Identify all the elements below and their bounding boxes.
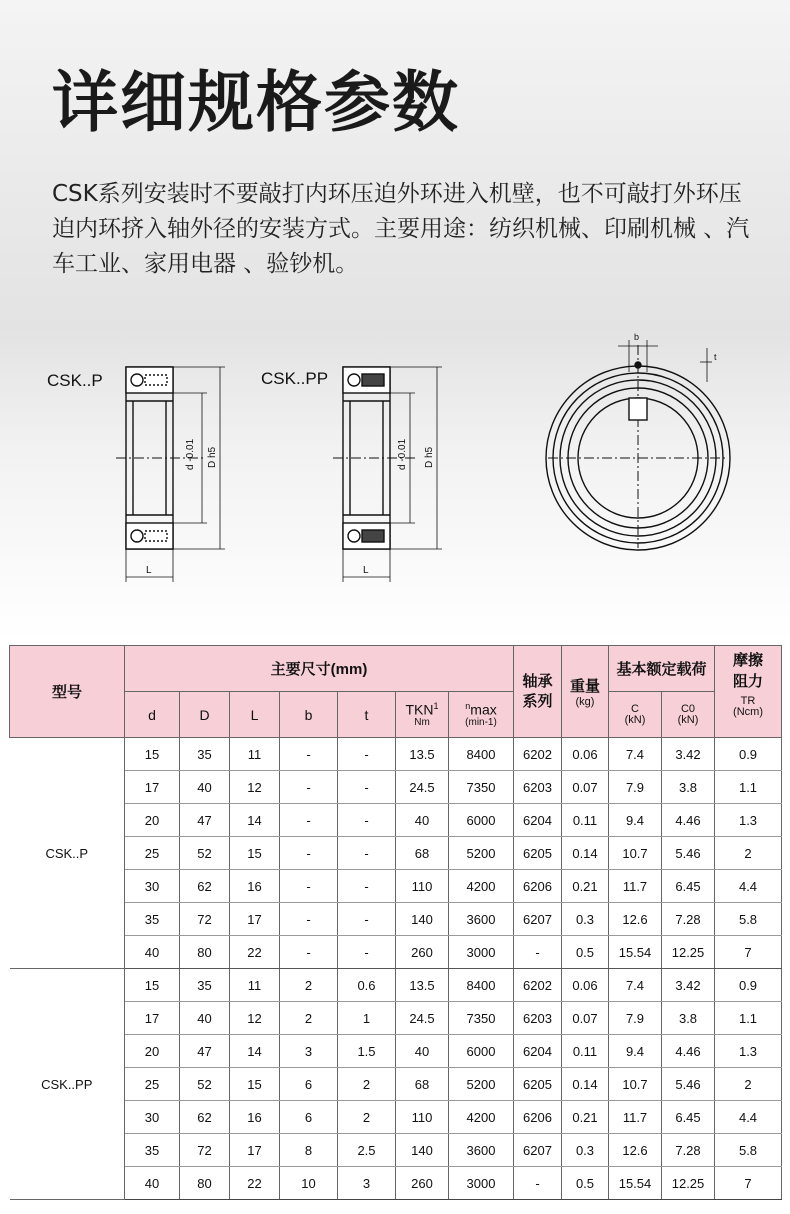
table-cell: 11 — [230, 738, 280, 771]
header-d: d — [125, 692, 180, 738]
table-cell: 5.8 — [715, 903, 782, 936]
table-cell: 6202 — [514, 969, 562, 1002]
pp-dim-L-label: L — [363, 565, 369, 576]
table-cell: 8 — [280, 1134, 338, 1167]
table-cell: 72 — [180, 903, 230, 936]
table-row — [10, 738, 782, 771]
table-cell: 4200 — [449, 1101, 514, 1134]
table-cell: 40 — [180, 1002, 230, 1035]
csk-p-drawing-label: CSK..P — [47, 371, 103, 390]
table-cell: 3.8 — [662, 771, 715, 804]
table-cell: 2 — [715, 837, 782, 870]
table-cell: 16 — [230, 870, 280, 903]
table-cell: 8400 — [449, 738, 514, 771]
front-dim-t-label: t — [714, 352, 717, 362]
table-cell: 9.4 — [609, 1035, 662, 1068]
table-cell: 0.5 — [562, 936, 609, 969]
table-cell: 0.9 — [715, 969, 782, 1002]
header-tkn-label: TKN — [405, 701, 434, 718]
table-cell: 3000 — [449, 1167, 514, 1200]
p-dim-D-label: D h5 — [207, 446, 218, 468]
table-cell: 1.3 — [715, 804, 782, 837]
table-cell: 40 — [396, 804, 449, 837]
table-row — [10, 1134, 782, 1167]
table-cell: 0.06 — [562, 969, 609, 1002]
table-cell: 4.46 — [662, 804, 715, 837]
header-friction-label: 摩擦阻力 — [733, 652, 764, 690]
header-tr-label: TR — [740, 695, 756, 707]
table-cell: 3.42 — [662, 738, 715, 771]
table-cell: 52 — [180, 837, 230, 870]
table-cell: 3 — [338, 1167, 396, 1200]
table-cell: 6206 — [514, 1101, 562, 1134]
header-t: t — [338, 692, 396, 738]
table-row — [10, 837, 782, 870]
p-dim-d-label: d -0.01 — [185, 438, 196, 470]
front-dim-b-label: b — [634, 332, 640, 342]
technical-drawings — [0, 330, 790, 594]
table-cell: 2 — [715, 1068, 782, 1101]
table-cell: 68 — [396, 1068, 449, 1101]
table-cell: 1 — [338, 1002, 396, 1035]
table-cell: 0.07 — [562, 771, 609, 804]
table-cell: 6204 — [514, 804, 562, 837]
header-C-unit: (kN) — [624, 713, 646, 726]
header-tkn — [396, 692, 449, 738]
table-cell: 10.7 — [609, 1068, 662, 1101]
table-cell: 22 — [230, 936, 280, 969]
table-cell: 40 — [125, 936, 180, 969]
table-cell: 6203 — [514, 771, 562, 804]
table-cell: 25 — [125, 837, 180, 870]
table-cell: 12.6 — [609, 903, 662, 936]
table-cell: 1.1 — [715, 1002, 782, 1035]
table-cell: 7.9 — [609, 771, 662, 804]
drawings-svg — [0, 330, 790, 590]
header-model: 型号 — [10, 646, 125, 738]
table-cell: 62 — [180, 1101, 230, 1134]
table-cell: 25 — [125, 1068, 180, 1101]
table-row — [10, 936, 782, 969]
table-cell: 5.46 — [662, 837, 715, 870]
table-cell: 6202 — [514, 738, 562, 771]
table-cell: - — [338, 903, 396, 936]
csk-front-view-drawing — [546, 340, 730, 550]
table-cell: 12 — [230, 771, 280, 804]
table-cell: 2.5 — [338, 1134, 396, 1167]
table-cell: 6000 — [449, 1035, 514, 1068]
table-cell: 0.6 — [338, 969, 396, 1002]
table-cell: 3.8 — [662, 1002, 715, 1035]
table-cell: 13.5 — [396, 738, 449, 771]
spec-table — [9, 645, 782, 1200]
table-cell: 7.9 — [609, 1002, 662, 1035]
table-cell: 40 — [396, 1035, 449, 1068]
table-cell: 13.5 — [396, 969, 449, 1002]
table-cell: 68 — [396, 837, 449, 870]
table-cell: 35 — [180, 969, 230, 1002]
table-cell: 7 — [715, 936, 782, 969]
table-cell: 80 — [180, 936, 230, 969]
table-cell: 15 — [125, 738, 180, 771]
table-cell: 47 — [180, 1035, 230, 1068]
table-cell: - — [280, 804, 338, 837]
table-cell: 14 — [230, 804, 280, 837]
table-cell: 0.11 — [562, 1035, 609, 1068]
table-cell: 1.1 — [715, 771, 782, 804]
table-cell: 24.5 — [396, 1002, 449, 1035]
header-bearing: 轴承系列 — [514, 646, 562, 738]
header-weight — [562, 646, 609, 738]
header-weight-label: 重量 — [569, 678, 600, 695]
table-cell: - — [280, 870, 338, 903]
table-cell: 0.07 — [562, 1002, 609, 1035]
header-nmax-unit: (min-1) — [465, 717, 497, 729]
csk-pp-drawing-label: CSK..PP — [261, 369, 329, 388]
header-C0-label: C0 — [680, 702, 696, 715]
table-cell: - — [514, 936, 562, 969]
model-cell: CSK..P — [10, 738, 125, 969]
table-cell: 47 — [180, 804, 230, 837]
table-cell: 6 — [280, 1068, 338, 1101]
pp-dim-d-label: d -0.01 — [397, 438, 408, 470]
table-cell: 6206 — [514, 870, 562, 903]
table-cell: 15 — [230, 837, 280, 870]
p-dim-L-label: L — [146, 565, 152, 576]
table-cell: - — [338, 738, 396, 771]
header-C0 — [662, 692, 715, 738]
table-cell: 11 — [230, 969, 280, 1002]
table-cell: 17 — [230, 1134, 280, 1167]
table-cell: 7 — [715, 1167, 782, 1200]
header-tr-unit: (Ncm) — [733, 706, 763, 718]
table-cell: 80 — [180, 1167, 230, 1200]
header-tkn-sup: 1 — [433, 700, 439, 711]
table-cell: 7.28 — [662, 1134, 715, 1167]
table-cell: 260 — [396, 1167, 449, 1200]
table-cell: 5200 — [449, 837, 514, 870]
table-row — [10, 1167, 782, 1200]
table-cell: - — [514, 1167, 562, 1200]
table-cell: 20 — [125, 804, 180, 837]
table-cell: 7.28 — [662, 903, 715, 936]
header-C0-unit: (kN) — [677, 713, 699, 726]
page-title: 详细规格参数 — [52, 64, 460, 141]
header-nmax-label: max — [470, 701, 497, 718]
table-cell: 6205 — [514, 837, 562, 870]
table-cell: 6.45 — [662, 870, 715, 903]
table-cell: 7350 — [449, 1002, 514, 1035]
table-cell: 10 — [280, 1167, 338, 1200]
table-cell: - — [280, 903, 338, 936]
header-L: L — [230, 692, 280, 738]
table-cell: 15.54 — [609, 936, 662, 969]
table-cell: 20 — [125, 1035, 180, 1068]
table-cell: - — [338, 804, 396, 837]
table-cell: 6 — [280, 1101, 338, 1134]
table-cell: 12.6 — [609, 1134, 662, 1167]
header-C-label: C — [631, 702, 639, 715]
table-row — [10, 804, 782, 837]
header-D: D — [180, 692, 230, 738]
intro-text: CSK系列安装时不要敲打内环压迫外环进入机壁，也不可敲打外环压迫内环挤入轴外径的安装方式。主要用途：纺织机械、印刷机械 、汽车工业、家用电器 、验钞机。 — [52, 181, 750, 277]
table-cell: - — [338, 771, 396, 804]
table-cell: 0.3 — [562, 1134, 609, 1167]
header-main-dims: 主要尺寸(mm) — [125, 646, 514, 692]
table-cell: 6000 — [449, 804, 514, 837]
header-nmax — [449, 692, 514, 738]
table-cell: 0.5 — [562, 1167, 609, 1200]
table-cell: 2 — [280, 969, 338, 1002]
table-cell: 24.5 — [396, 771, 449, 804]
table-cell: 40 — [180, 771, 230, 804]
table-cell: 62 — [180, 870, 230, 903]
table-cell: 3 — [280, 1035, 338, 1068]
table-cell: 14 — [230, 1035, 280, 1068]
table-cell: - — [280, 837, 338, 870]
table-cell: 16 — [230, 1101, 280, 1134]
table-cell: - — [280, 936, 338, 969]
table-row — [10, 903, 782, 936]
table-cell: 110 — [396, 1101, 449, 1134]
table-cell: 17 — [125, 1002, 180, 1035]
table-cell: 0.14 — [562, 1068, 609, 1101]
header-weight-unit: (kg) — [575, 696, 595, 708]
table-cell: 15 — [230, 1068, 280, 1101]
table-cell: 4200 — [449, 870, 514, 903]
table-cell: 17 — [125, 771, 180, 804]
table-cell: 12.25 — [662, 1167, 715, 1200]
table-cell: 35 — [180, 738, 230, 771]
table-cell: 6204 — [514, 1035, 562, 1068]
table-row — [10, 969, 782, 1002]
table-cell: 3600 — [449, 903, 514, 936]
table-cell: 110 — [396, 870, 449, 903]
table-cell: 6207 — [514, 903, 562, 936]
table-row — [10, 771, 782, 804]
table-cell: 15 — [125, 969, 180, 1002]
table-cell: 1.5 — [338, 1035, 396, 1068]
table-cell: 6207 — [514, 1134, 562, 1167]
spec-table-body — [10, 738, 782, 1200]
table-cell: 17 — [230, 903, 280, 936]
table-cell: 12.25 — [662, 936, 715, 969]
table-cell: 4.46 — [662, 1035, 715, 1068]
table-cell: 40 — [125, 1167, 180, 1200]
table-cell: 0.21 — [562, 870, 609, 903]
table-cell: 2 — [280, 1002, 338, 1035]
table-cell: - — [338, 837, 396, 870]
table-cell: 9.4 — [609, 804, 662, 837]
table-row — [10, 1068, 782, 1101]
table-cell: 11.7 — [609, 870, 662, 903]
table-cell: 0.14 — [562, 837, 609, 870]
table-cell: 0.06 — [562, 738, 609, 771]
table-cell: 7.4 — [609, 969, 662, 1002]
table-cell: 10.7 — [609, 837, 662, 870]
table-cell: 140 — [396, 903, 449, 936]
table-cell: - — [280, 738, 338, 771]
table-cell: 30 — [125, 1101, 180, 1134]
table-cell: 11.7 — [609, 1101, 662, 1134]
table-cell: - — [338, 870, 396, 903]
table-cell: 7.4 — [609, 738, 662, 771]
table-cell: 140 — [396, 1134, 449, 1167]
table-cell: 0.9 — [715, 738, 782, 771]
table-cell: 0.3 — [562, 903, 609, 936]
table-cell: - — [280, 771, 338, 804]
table-cell: 15.54 — [609, 1167, 662, 1200]
table-cell: 35 — [125, 1134, 180, 1167]
pp-dim-D-label: D h5 — [424, 446, 435, 468]
table-cell: 3600 — [449, 1134, 514, 1167]
table-cell: 3.42 — [662, 969, 715, 1002]
table-cell: 8400 — [449, 969, 514, 1002]
table-cell: 260 — [396, 936, 449, 969]
model-cell: CSK..PP — [10, 969, 125, 1200]
table-cell: 7350 — [449, 771, 514, 804]
header-load: 基本额定载荷 — [609, 646, 715, 692]
table-cell: 0.21 — [562, 1101, 609, 1134]
header-friction — [715, 646, 782, 738]
header-tkn-unit: Nm — [414, 717, 430, 729]
header-C — [609, 692, 662, 738]
table-cell: 2 — [338, 1068, 396, 1101]
table-cell: 3000 — [449, 936, 514, 969]
table-cell: 1.3 — [715, 1035, 782, 1068]
table-cell: 6205 — [514, 1068, 562, 1101]
table-cell: 4.4 — [715, 870, 782, 903]
table-row — [10, 1035, 782, 1068]
csk-pp-section-drawing — [333, 367, 442, 582]
table-cell: 30 — [125, 870, 180, 903]
table-cell: 52 — [180, 1068, 230, 1101]
table-row — [10, 1002, 782, 1035]
table-cell: 6203 — [514, 1002, 562, 1035]
csk-p-section-drawing — [116, 367, 225, 582]
table-cell: 35 — [125, 903, 180, 936]
table-cell: 12 — [230, 1002, 280, 1035]
table-cell: 0.11 — [562, 804, 609, 837]
table-row — [10, 1101, 782, 1134]
table-cell: 4.4 — [715, 1101, 782, 1134]
table-cell: 5.8 — [715, 1134, 782, 1167]
table-cell: - — [338, 936, 396, 969]
table-cell: 5.46 — [662, 1068, 715, 1101]
table-row — [10, 870, 782, 903]
header-b: b — [280, 692, 338, 738]
table-cell: 22 — [230, 1167, 280, 1200]
header-nmax-pre: n — [465, 700, 471, 711]
table-cell: 2 — [338, 1101, 396, 1134]
table-cell: 6.45 — [662, 1101, 715, 1134]
table-cell: 5200 — [449, 1068, 514, 1101]
table-cell: 72 — [180, 1134, 230, 1167]
